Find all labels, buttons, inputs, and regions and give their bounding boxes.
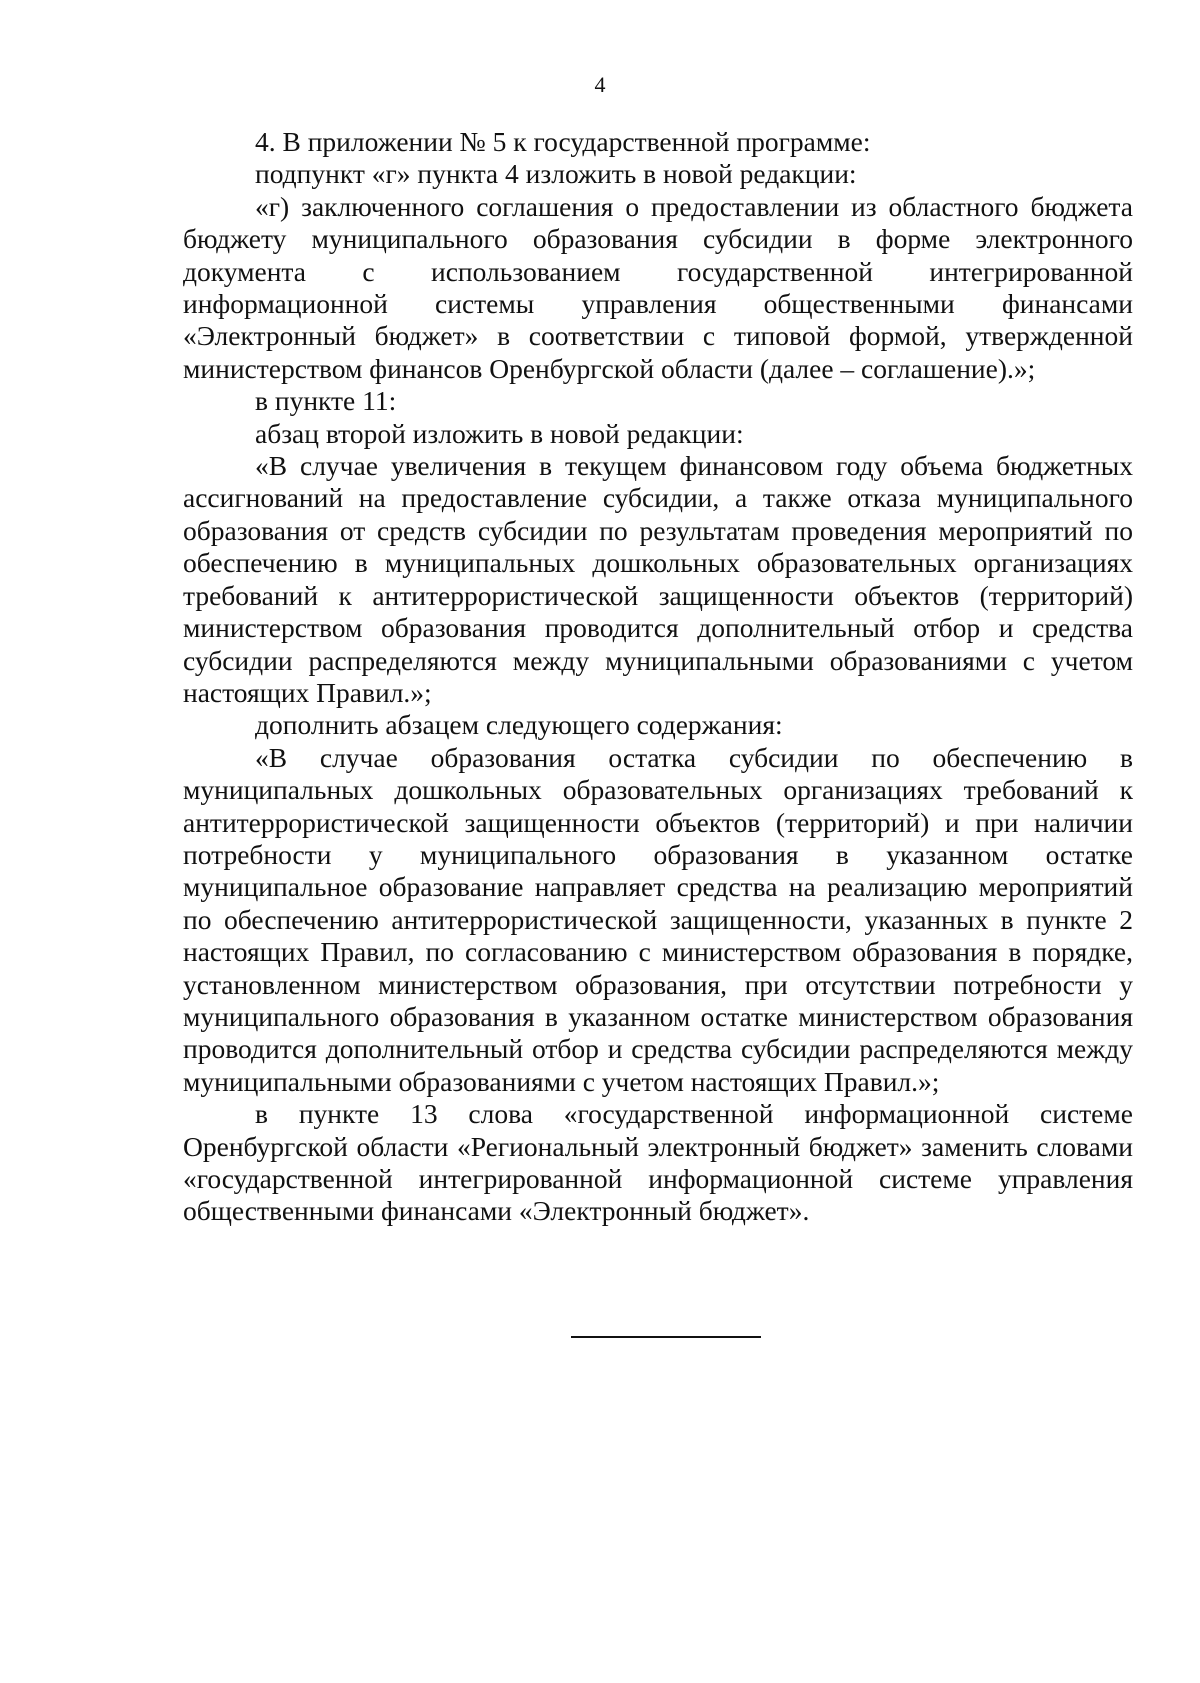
end-divider-line [571, 1336, 761, 1338]
paragraph-item-11: в пункте 11: [255, 385, 397, 417]
paragraph-add-abzac-intro: дополнить абзацем следующего содержания: [255, 709, 783, 741]
paragraph-subitem-g-intro: подпункт «г» пункта 4 изложить в новой редакции: [255, 158, 857, 190]
paragraph-second-abzac-intro: абзац второй изложить в новой редакции: [255, 417, 744, 449]
paragraph-appendix-5: 4. В приложении № 5 к государственной программе: [255, 126, 871, 157]
paragraph-subitem-g-text: «г) заключенного соглашения о предоставлении из областного бюджета бюджету муниципального образования субсидии в форме электронного документа с использованием государственной интегрированной информационной системы управления общественными финансами «Электронный бюджет» в соответствии с типовой формой, утвержденной министерством финансов Оренбургской области (далее – соглашение).»; [183, 190, 1133, 384]
paragraph-second-abzac-text: «В случае увеличения в текущем финансовом году объема бюджетных ассигнований на предоставление субсидии, а также отказа муниципального образования от средств субсидии по результатам проведения мероприятий по обеспечению в муниципальных дошкольных образовательных организациях требований к антитеррористической защищенности объектов (территорий) министерством образования проводится дополнительный отбор и средства субсидии распределяются между муниципальными образованиями с учетом настоящих Правил.»; [183, 450, 1133, 708]
paragraph-add-abzac-text: «В случае образования остатка субсидии по обеспечению в муниципальных дошкольных образовательных организациях требований к антитеррористической защищенности объектов (территорий) и при наличии потребности у муниципального образования в указанном остатке муниципальное образование направляет средства на реализацию мероприятий по обеспечению антитеррористической защищенности, указанных в пункте 2 настоящих Правил, по согласованию с министерством образования в порядке, установленном министерством образования, при отсутствии потребности у муниципального образования в указанном остатке министерством образования проводится дополнительный отбор и средства субсидии распределяются между муниципальными образованиями с учетом настоящих Правил.»; [183, 741, 1133, 1097]
paragraph-item-13: в пункте 13 слова «государственной информационной системе Оренбургской области «Региональный электронный бюджет» заменить словами «государственной интегрированной информационной системе управления общественными финансами «Электронный бюджет». [183, 1098, 1133, 1227]
page-number: 4 [594, 72, 606, 97]
document-body [183, 126, 1133, 1228]
